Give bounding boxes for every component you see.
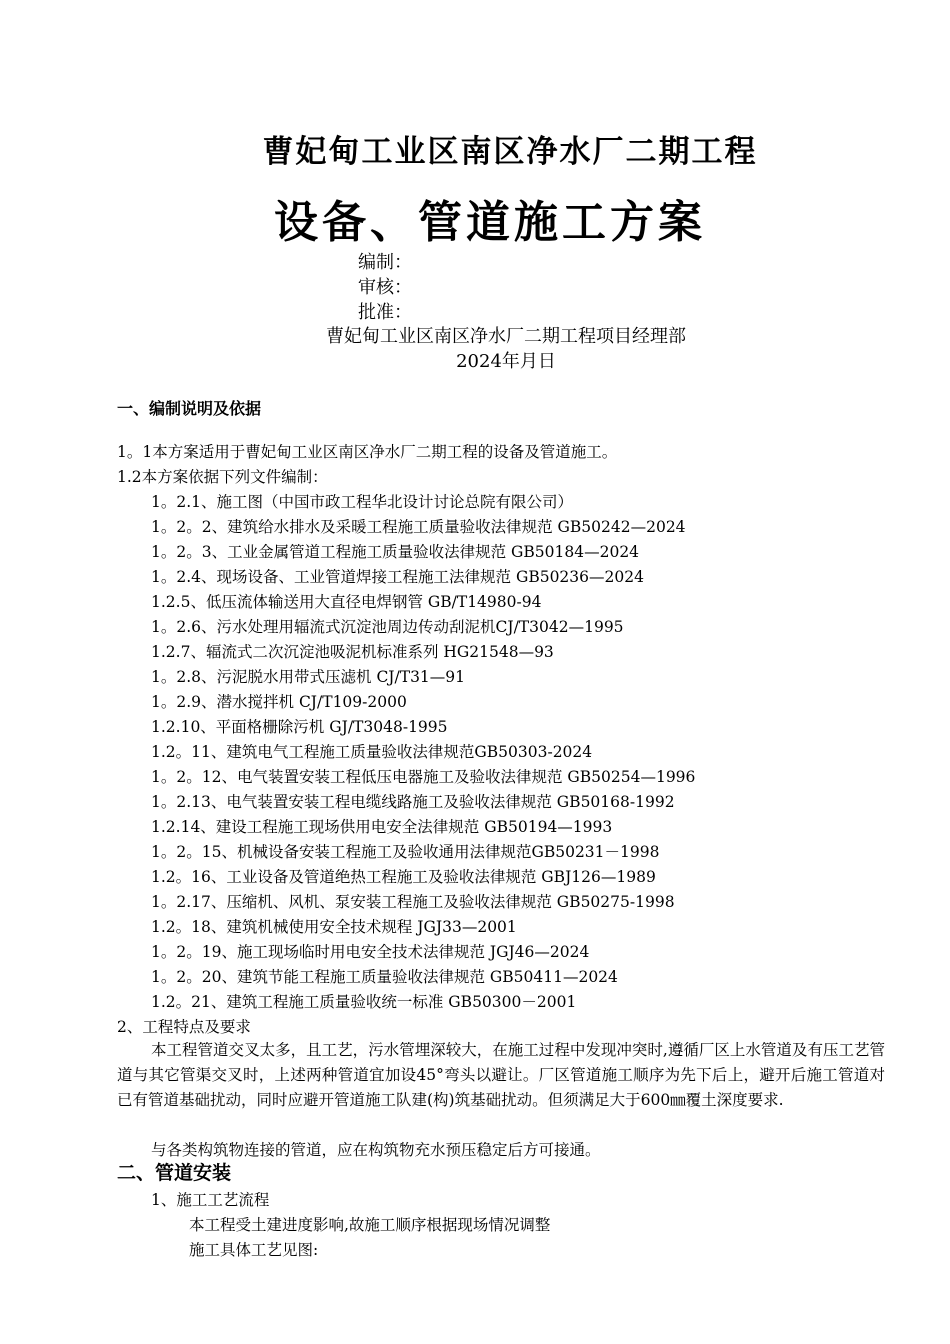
section-heading-features: 2、工程特点及要求 — [117, 1018, 251, 1036]
reviewer-label: 审核： — [358, 277, 412, 298]
reference-item: 1。2.8、污泥脱水用带式压滤机 CJ/T31—91 — [151, 668, 466, 686]
reference-item: 1。2。2、建筑给水排水及采暖工程施工质量验收法律规范 GB50242—2024 — [151, 518, 686, 536]
process-note: 本工程受土建进度影响,故施工顺序根据现场情况调整 — [189, 1216, 551, 1234]
document-title: 曹妃甸工业区南区净水厂二期工程 — [262, 134, 758, 170]
reference-item: 1。2.17、压缩机、风机、泵安装工程施工及验收法律规范 GB50275-1998 — [151, 893, 675, 911]
reference-item: 1.2。18、建筑机械使用安全技术规程 JGJ33—2001 — [151, 918, 517, 936]
reference-item: 1.2.5、低压流体输送用大直径电焊钢管 GB/T14980-94 — [151, 593, 542, 611]
reference-item: 1.2.7、辐流式二次沉淀池吸泥机标准系列 HG21548—93 — [151, 643, 554, 661]
reference-item: 1。2。12、电气装置安装工程低压电器施工及验收法律规范 GB50254—1996 — [151, 768, 696, 786]
reference-item: 1.2。16、工业设备及管道绝热工程施工及验收法律规范 GBJ126—1989 — [151, 868, 656, 886]
document-subtitle: 设备、管道施工方案 — [274, 197, 706, 248]
reference-item: 1。2。20、建筑节能工程施工质量验收法律规范 GB50411—2024 — [151, 968, 618, 986]
features-paragraph: 本工程管道交叉太多，且工艺，污水管埋深较大，在施工过程中发现冲突时,遵循厂区上水管道及有压工艺管道与其它管渠交叉时，上述两种管道宜加设45°弯头以避让。厂区管道施工顺序为先下后上，避开后施工管道对已有管道基础扰动，同时应避开管道施工队建(构)筑基础扰动。但须满足大于600㎜覆土深度要求. — [117, 1041, 885, 1109]
connection-paragraph: 与各类构筑物连接的管道，应在构筑物充水预压稳定后方可接通。 — [151, 1141, 601, 1159]
section-heading-pipe-installation: 二、管道安装 — [117, 1162, 232, 1184]
reference-item: 1。2.4、现场设备、工业管道焊接工程施工法律规范 GB50236—2024 — [151, 568, 644, 586]
approver-label: 批准： — [358, 302, 412, 323]
subheading-process-flow: 1、施工工艺流程 — [151, 1191, 270, 1209]
reference-item: 1.2。21、建筑工程施工质量验收统一标准 GB50300－2001 — [151, 993, 577, 1011]
reference-item: 1.2。11、建筑电气工程施工质量验收法律规范GB50303-2024 — [151, 743, 593, 761]
reference-item: 1。2.9、潜水搅拌机 CJ/T109-2000 — [151, 693, 407, 711]
reference-item: 1。2.13、电气装置安装工程电缆线路施工及验收法律规范 GB50168-1992 — [151, 793, 675, 811]
basis-intro: 1.2本方案依据下列文件编制： — [117, 468, 328, 486]
section-heading-basis: 一、编制说明及依据 — [117, 399, 262, 418]
organization-name: 曹妃甸工业区南区净水厂二期工程项目经理部 — [326, 326, 686, 347]
reference-item: 1。2.6、污水处理用辐流式沉淀池周边传动刮泥机CJ/T3042—1995 — [151, 618, 624, 636]
reference-item: 1。2。3、工业金属管道工程施工质量验收法律规范 GB50184—2024 — [151, 543, 640, 561]
process-figure-note: 施工具体工艺见图: — [189, 1241, 319, 1259]
reference-item: 1。2.1、施工图（中国市政工程华北设计讨论总院有限公司） — [151, 493, 574, 511]
scope-item: 1。1本方案适用于曹妃甸工业区南区净水厂二期工程的设备及管道施工。 — [117, 443, 618, 461]
reference-item: 1.2.14、建设工程施工现场供用电安全法律规范 GB50194—1993 — [151, 818, 613, 836]
reference-item: 1。2。15、机械设备安装工程施工及验收通用法律规范GB50231－1998 — [151, 843, 660, 861]
compiler-label: 编制： — [358, 252, 412, 273]
document-date: 2024年月日 — [456, 351, 556, 372]
reference-item: 1。2。19、施工现场临时用电安全技术法律规范 JGJ46—2024 — [151, 943, 590, 961]
reference-item: 1.2.10、平面格栅除污机 GJ/T3048-1995 — [151, 718, 448, 736]
